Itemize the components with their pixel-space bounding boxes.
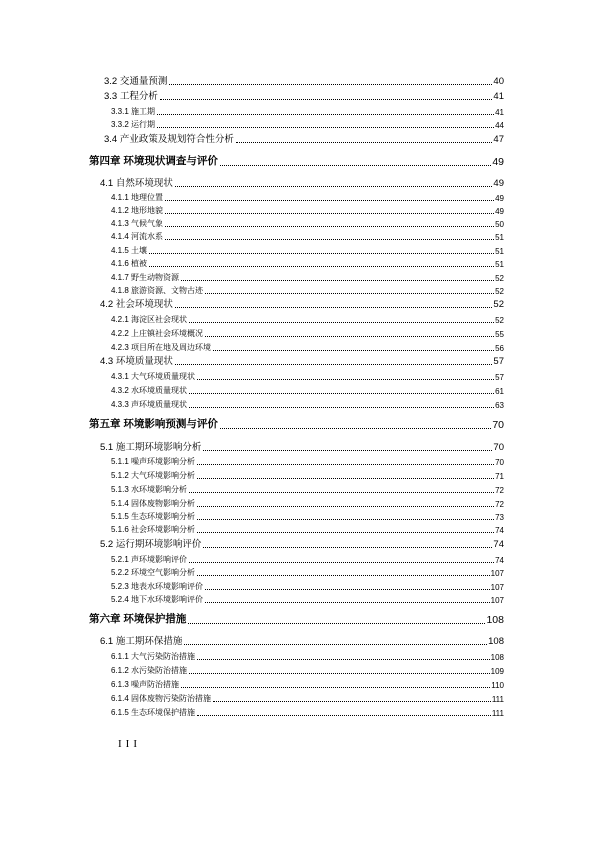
dot-leader <box>197 478 494 479</box>
chapter-title-text: 第四章 环境现状调查与评价 <box>89 155 218 167</box>
toc-entry-page: 49 <box>495 194 504 203</box>
dot-leader <box>189 492 494 493</box>
dot-leader <box>197 506 494 507</box>
toc-entry-title: 4.2.1 海淀区社会现状 <box>111 315 188 324</box>
toc-entry[interactable] <box>111 369 504 382</box>
toc-entry-title: 5.1.5 生态环境影响分析 <box>111 512 196 521</box>
toc-entry[interactable] <box>104 89 504 102</box>
toc-entry[interactable] <box>111 383 504 396</box>
toc-entry[interactable] <box>111 454 504 467</box>
toc-entry[interactable] <box>111 243 504 256</box>
dot-leader <box>189 562 494 563</box>
toc-entry-title: 4.1.2 地形地貌 <box>111 206 164 215</box>
dot-leader <box>149 253 494 254</box>
dot-leader <box>205 602 490 603</box>
dot-leader <box>165 213 494 214</box>
toc-entry[interactable] <box>111 270 504 283</box>
toc-entry-page: 107 <box>490 596 504 605</box>
toc-entry-page: 41 <box>495 108 504 117</box>
toc-entry[interactable] <box>100 176 504 189</box>
toc-entry-page: 107 <box>490 583 504 592</box>
toc-entry-page: 49 <box>493 178 504 189</box>
dot-leader <box>197 575 490 576</box>
dot-leader <box>175 186 493 187</box>
toc-entry-title: 5.1 施工期环境影响分析 <box>100 442 202 453</box>
toc-entry-page: 52 <box>493 299 504 310</box>
toc-entry[interactable] <box>111 677 504 690</box>
toc-entry[interactable] <box>111 190 504 203</box>
toc-entry-title: 4.1.1 地理位置 <box>111 193 164 202</box>
toc-entry-page: 111 <box>491 695 504 704</box>
toc-entry[interactable] <box>100 354 504 367</box>
dot-leader <box>160 99 493 100</box>
toc-entry-page: 52 <box>495 274 504 283</box>
toc-entry-page: 71 <box>495 472 504 481</box>
toc-entry[interactable] <box>100 634 504 647</box>
chapter-title-text: 第六章 环境保护措施 <box>89 613 187 625</box>
toc-entry-page: 47 <box>493 134 504 145</box>
toc-entry-title: 6.1 施工期环保措施 <box>100 636 183 647</box>
toc-entry-title: 4.1.7 野生动物资源 <box>111 273 180 282</box>
dot-leader <box>175 364 493 365</box>
toc-entry-page: 51 <box>495 247 504 256</box>
toc-entry[interactable] <box>104 74 504 87</box>
toc-entry-page: 51 <box>495 233 504 242</box>
toc-entry[interactable] <box>111 203 504 216</box>
toc-entry[interactable] <box>111 256 504 269</box>
toc-entry[interactable] <box>111 283 504 296</box>
toc-entry-title: 4.3 环境质量现状 <box>100 356 173 367</box>
dot-leader <box>197 519 494 520</box>
toc-entry-page: 63 <box>495 401 504 410</box>
toc-entry-title: 4.3.1 大气环境质量现状 <box>111 372 196 381</box>
dot-leader <box>197 464 494 465</box>
page-number: III <box>118 738 141 750</box>
toc-entry-title: 4.2 社会环境现状 <box>100 299 173 310</box>
dot-leader <box>197 532 494 533</box>
toc-entry-title: 6.1.2 水污染防治措施 <box>111 666 188 675</box>
dot-leader <box>213 701 491 702</box>
dot-leader <box>203 450 492 451</box>
toc-entry-title: 5.2.2 环境空气影响分析 <box>111 568 196 577</box>
toc-entry-title: 3.2 交通量预测 <box>104 76 168 87</box>
dot-leader <box>184 644 487 645</box>
toc-entry[interactable] <box>111 705 504 718</box>
toc-entry-page: 56 <box>495 344 504 353</box>
dot-leader <box>157 114 494 115</box>
dot-leader <box>189 407 494 408</box>
toc-entry-title: 4.2.3 项目所在地及周边环境 <box>111 343 212 352</box>
dot-leader <box>188 623 485 624</box>
toc-entry[interactable] <box>111 340 504 353</box>
toc-entry-title: 5.2.4 地下水环境影响评价 <box>111 595 204 604</box>
toc-entry-page: 73 <box>495 513 504 522</box>
toc-entry-page: 52 <box>495 316 504 325</box>
toc-entry-title: 6.1.4 固体废物污染防治措施 <box>111 694 212 703</box>
dot-leader <box>169 84 492 85</box>
toc-chapter-entry[interactable] <box>89 416 504 431</box>
toc-entry-title: 3.3.2 运行期 <box>111 120 156 129</box>
toc-entry-title: 5.1.4 固体废物影响分析 <box>111 499 196 508</box>
toc-entry[interactable] <box>111 691 504 704</box>
toc-entry-page: 108 <box>490 653 504 662</box>
toc-entry-page: 52 <box>495 287 504 296</box>
toc-entry[interactable] <box>111 482 504 495</box>
toc-entry-title: 5.1.3 水环境影响分析 <box>111 485 188 494</box>
dot-leader <box>205 293 494 294</box>
toc-entry-page: 57 <box>495 373 504 382</box>
toc-entry[interactable] <box>111 579 504 592</box>
dot-leader <box>189 673 490 674</box>
toc-entry-title <box>89 153 218 168</box>
toc-entry[interactable] <box>111 468 504 481</box>
dot-leader <box>236 142 493 143</box>
toc-entry[interactable] <box>111 229 504 242</box>
toc-entry-title: 5.2.1 声环境影响评价 <box>111 555 188 564</box>
toc-entry-title: 6.1.3 噪声防治措施 <box>111 680 180 689</box>
toc-entry-title: 4.2.2 上庄镇社会环境概况 <box>111 329 204 338</box>
toc-entry-page: 41 <box>493 91 504 102</box>
dot-leader <box>205 589 490 590</box>
toc-entry-page: 57 <box>493 356 504 367</box>
toc-entry-title: 5.1.1 噪声环境影响分析 <box>111 457 196 466</box>
toc-entry[interactable] <box>100 440 504 453</box>
toc-entry-title: 3.4 产业政策及规划符合性分析 <box>104 134 234 145</box>
toc-entry-title: 6.1.1 大气污染防治措施 <box>111 652 196 661</box>
toc-entry-page: 70 <box>492 419 504 431</box>
toc-entry[interactable] <box>111 649 504 662</box>
toc-entry-page: 51 <box>495 260 504 269</box>
toc-entry-title: 3.3 工程分析 <box>104 91 158 102</box>
toc-chapter-entry[interactable] <box>89 611 504 626</box>
toc-entry[interactable] <box>111 326 504 339</box>
toc-entry[interactable] <box>100 537 504 550</box>
toc-entry-title: 4.1.3 气候气象 <box>111 219 164 228</box>
dot-leader <box>197 659 490 660</box>
toc-entry-title: 4.1.8 旅游资源、文物古迹 <box>111 286 204 295</box>
toc-entry[interactable] <box>100 297 504 310</box>
toc-chapter-entry[interactable] <box>89 153 504 168</box>
dot-leader <box>181 687 490 688</box>
toc-entry-page: 72 <box>495 500 504 509</box>
toc-entry-title: 4.1.6 植被 <box>111 259 148 268</box>
toc-entry-page: 49 <box>495 207 504 216</box>
toc-entry-page: 55 <box>495 330 504 339</box>
toc-entry[interactable] <box>111 552 504 565</box>
dot-leader <box>197 715 491 716</box>
toc-entry[interactable] <box>111 592 504 605</box>
toc-entry[interactable] <box>111 522 504 535</box>
toc-entry-page: 108 <box>488 636 504 647</box>
toc-entry[interactable] <box>111 117 504 130</box>
toc-entry-title: 4.1.5 土壤 <box>111 246 148 255</box>
toc-entry[interactable] <box>111 312 504 325</box>
toc-entry-title: 5.2 运行期环境影响评价 <box>100 539 202 550</box>
dot-leader <box>197 379 494 380</box>
dot-leader <box>220 165 491 166</box>
toc-entry[interactable] <box>104 132 504 145</box>
toc-entry-title: 6.1.5 生态环境保护措施 <box>111 708 196 717</box>
dot-leader <box>189 393 494 394</box>
toc-entry-title: 3.3.1 施工期 <box>111 107 156 116</box>
toc-entry-title: 4.1.4 河流水系 <box>111 232 164 241</box>
toc-entry-title: 4.1 自然环境现状 <box>100 178 173 189</box>
toc-entry[interactable] <box>111 397 504 410</box>
toc-entry[interactable] <box>111 496 504 509</box>
toc-entry-page: 70 <box>493 442 504 453</box>
dot-leader <box>165 200 494 201</box>
dot-leader <box>165 226 494 227</box>
toc-entry[interactable] <box>111 104 504 117</box>
toc-entry-title: 5.2.3 地表水环境影响评价 <box>111 582 204 591</box>
dot-leader <box>203 547 492 548</box>
toc-entry-page: 108 <box>486 614 504 626</box>
toc-entry-page: 61 <box>495 387 504 396</box>
dot-leader <box>181 280 494 281</box>
toc-entry-page: 40 <box>493 76 504 87</box>
toc-entry-title: 5.1.6 社会环境影响分析 <box>111 525 196 534</box>
toc-entry[interactable] <box>111 216 504 229</box>
toc-entry-page: 109 <box>490 667 504 676</box>
toc-entry-page: 49 <box>492 156 504 168</box>
toc-entry[interactable] <box>111 663 504 676</box>
toc-entry-page: 74 <box>495 556 504 565</box>
toc-entry-title: 4.3.3 声环境质量现状 <box>111 400 188 409</box>
dot-leader <box>149 266 494 267</box>
toc-entry-page: 44 <box>495 121 504 130</box>
toc-entry[interactable] <box>111 565 504 578</box>
dot-leader <box>175 307 493 308</box>
toc-entry-title: 5.1.2 大气环境影响分析 <box>111 471 196 480</box>
toc-entry-title <box>89 611 186 626</box>
toc-entry-title <box>89 416 218 431</box>
dot-leader <box>165 239 494 240</box>
toc-entry-page: 50 <box>495 220 504 229</box>
toc-entry-page: 74 <box>495 526 504 535</box>
dot-leader <box>189 322 494 323</box>
dot-leader <box>157 127 494 128</box>
chapter-title-text: 第五章 环境影响预测与评价 <box>89 418 218 430</box>
dot-leader <box>213 350 494 351</box>
toc-entry[interactable] <box>111 509 504 522</box>
toc-entry-page: 72 <box>495 486 504 495</box>
dot-leader <box>205 336 494 337</box>
toc-entry-page: 70 <box>495 458 504 467</box>
toc-entry-page: 111 <box>491 709 504 718</box>
dot-leader <box>220 428 491 429</box>
toc-entry-title: 4.3.2 水环境质量现状 <box>111 386 188 395</box>
toc-entry-page: 107 <box>490 569 504 578</box>
toc-entry-page: 74 <box>493 539 504 550</box>
toc-entry-page: 110 <box>491 681 504 690</box>
